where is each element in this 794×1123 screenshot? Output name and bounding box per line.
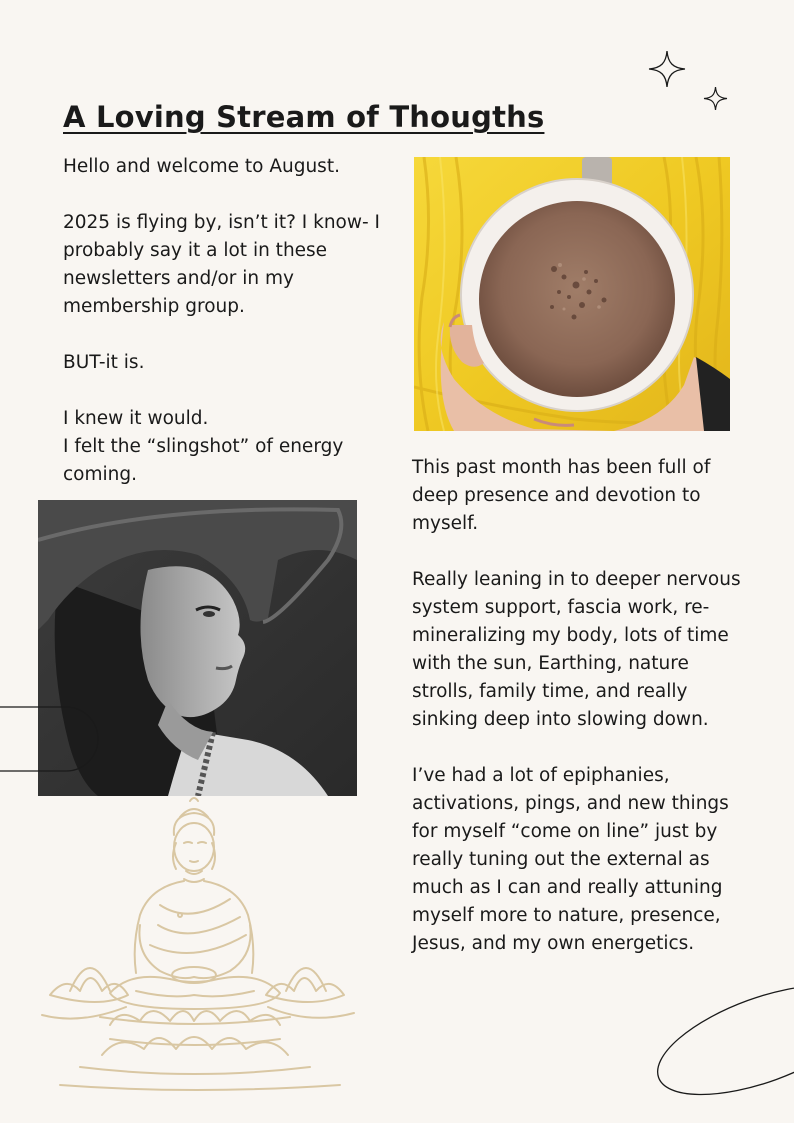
- paragraph: 2025 is flying by, isn’t it? I know- I probably say it a lot in these newsletters and/or in my membership group.: [63, 212, 381, 317]
- ellipse-line-decoration: [650, 982, 794, 1106]
- paragraph: I knew it would. I felt the “slingshot” of energy coming.: [63, 408, 344, 485]
- paragraph: Really leaning in to deeper nervous system support, fascia work, re-mineralizing my body, lots of time with the sun, Earthing, nature strolls, family time, and really sinking deep into slowing down.: [412, 569, 741, 730]
- sparkle-star-large-icon: [648, 50, 686, 88]
- paragraph: BUT-it is.: [63, 352, 145, 373]
- cocoa-mug-photo: [414, 157, 730, 431]
- paragraph: Hello and welcome to August.: [63, 156, 340, 177]
- sparkle-star-small-icon: [703, 86, 728, 111]
- buddha-lotus-illustration-icon: [40, 795, 360, 1095]
- paragraph: This past month has been full of deep presence and devotion to myself.: [412, 457, 711, 534]
- paragraph: I’ve had a lot of epiphanies, activations, pings, and new things for myself “come on line” just by really tuning out the external as much as I can and really attuning myself more to nature, presence, Jesus, and my own energetics.: [412, 765, 729, 954]
- page-title: A Loving Stream of Thougths: [63, 100, 545, 134]
- left-column-text: [63, 153, 393, 489]
- right-column-text: [412, 454, 742, 958]
- half-circle-line-decoration: [0, 706, 104, 776]
